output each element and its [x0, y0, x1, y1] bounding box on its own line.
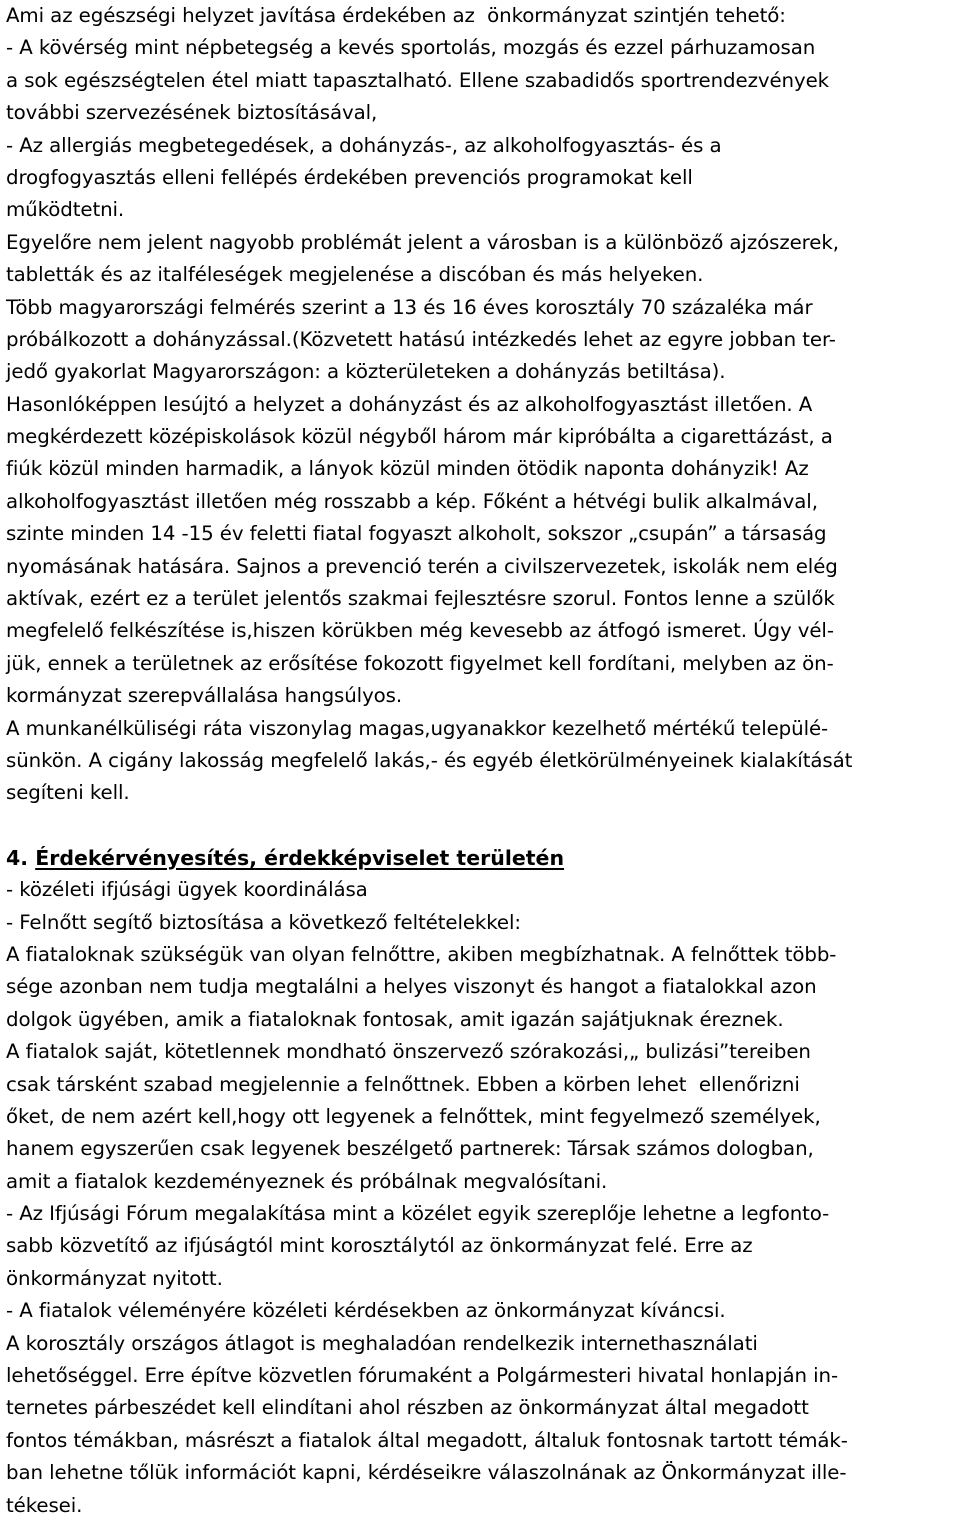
- text-line: megfelelő felkészítése is,hiszen körükben még kevesebb az átfogó ismeret. Úgy vél-: [6, 619, 834, 643]
- section-heading: [6, 842, 960, 874]
- text-line: működtetni.: [6, 198, 125, 222]
- text-line: fiúk közül minden harmadik, a lányok közül minden ötödik naponta dohányzik! Az: [6, 457, 809, 481]
- text-line: jedő gyakorlat Magyarországon: a közterületeken a dohányzás betiltása).: [6, 360, 726, 384]
- text-line: Hasonlóképpen lesújtó a helyzet a dohányzást és az alkoholfogyasztást illetően. A: [6, 392, 813, 416]
- text-line: drogfogyasztás elleni fellépés érdekében prevenciós programokat kell: [6, 165, 693, 189]
- text-line: Egyelőre nem jelent nagyobb problémát jelent a városban is a különböző ajzószerek,: [6, 230, 839, 254]
- text-line: A fiatalok saját, kötetlennek mondható önszervező szórakozási,„ bulizási”tereiben: [6, 1040, 811, 1064]
- text-line: ban lehetne tőlük információt kapni, kérdéseikre válaszolnának az Önkormányzat ille-: [6, 1461, 847, 1485]
- section-4-paragraphs: [6, 874, 960, 1522]
- text-line: sabb közvetítő az ifjúságtól mint korosztálytól az önkormányzat felé. Erre az: [6, 1234, 753, 1258]
- text-line: további szervezésének biztosításával,: [6, 101, 378, 125]
- text-line: - A kövérség mint népbetegség a kevés sportolás, mozgás és ezzel párhuzamosan: [6, 36, 816, 60]
- text-line: hanem egyszerűen csak legyenek beszélgető partnerek: Társak számos dologban,: [6, 1137, 814, 1161]
- text-line: - Az allergiás megbetegedések, a dohányzás-, az alkoholfogyasztás- és a: [6, 133, 722, 157]
- text-line: segíteni kell.: [6, 781, 130, 805]
- text-line: önkormányzat nyitott.: [6, 1266, 223, 1290]
- section-number: 4.: [6, 845, 29, 870]
- text-line: sége azonban nem tudja megtalálni a helyes viszonyt és hangot a fiatalokkal azon: [6, 975, 817, 999]
- text-line: dolgok ügyében, amik a fiataloknak fontosak, amit igazán sajátjuknak éreznek.: [6, 1007, 784, 1031]
- text-line: ternetes párbeszédet kell elindítani ahol részben az önkormányzat által megadott: [6, 1396, 809, 1420]
- section-gap: [6, 810, 960, 842]
- text-line: A munkanélküliségi ráta viszonylag magas,ugyanakkor kezelhető mértékű települé-: [6, 716, 829, 740]
- text-line: a sok egészségtelen étel miatt tapasztalható. Ellene szabadidős sportrendezvények: [6, 68, 829, 92]
- text-line: kormányzat szerepvállalása hangsúlyos.: [6, 684, 403, 708]
- text-line: csak társként szabad megjelennie a felnőttnek. Ebben a körben lehet ellenőrizni: [6, 1072, 800, 1096]
- text-line: aktívak, ezért ez a terület jelentős szakmai fejlesztésre szorul. Fontos lenne a szülők: [6, 587, 835, 611]
- section-title: Érdekérvényesítés, érdekképviselet területén: [35, 845, 565, 870]
- text-line: A korosztály országos átlagot is meghaladóan rendelkezik internethasználati: [6, 1331, 758, 1355]
- text-line: megkérdezett középiskolások közül négyből három már kipróbálta a cigarettázást, a: [6, 425, 833, 449]
- text-line: - Az Ifjúsági Fórum megalakítása mint a közélet egyik szereplője lehetne a legfonto-: [6, 1202, 830, 1226]
- text-line: amit a fiatalok kezdeményeznek és próbálnak megvalósítani.: [6, 1169, 608, 1193]
- text-line: jük, ennek a területnek az erősítése fokozott figyelmet kell fordítani, melyben az ön-: [6, 651, 834, 675]
- text-line: tékesei.: [6, 1493, 83, 1517]
- text-line: A fiataloknak szükségük van olyan felnőttre, akiben megbízhatnak. A felnőttek több-: [6, 942, 837, 966]
- text-line: - A fiatalok véleményére közéleti kérdésekben az önkormányzat kíváncsi.: [6, 1299, 726, 1323]
- health-paragraphs: [6, 0, 960, 810]
- text-line: próbálkozott a dohányzással.(Közvetett hatású intézkedés lehet az egyre jobban ter-: [6, 327, 836, 351]
- text-line: Ami az egészségi helyzet javítása érdekében az önkormányzat szintjén tehető:: [6, 4, 786, 27]
- text-line: - közéleti ifjúsági ügyek koordinálása: [6, 878, 368, 902]
- text-line: fontos témákban, másrészt a fiatalok által megadott, általuk fontosnak tartott témák-: [6, 1428, 848, 1452]
- text-line: nyomásának hatására. Sajnos a prevenció terén a civilszervezetek, iskolák nem elég: [6, 554, 838, 578]
- text-line: lehetőséggel. Erre építve közvetlen fórumaként a Polgármesteri hivatal honlapján in-: [6, 1364, 839, 1388]
- text-line: - Felnőtt segítő biztosítása a következő feltételekkel:: [6, 910, 521, 934]
- text-line: sünkön. A cigány lakosság megfelelő lakás,- és egyéb életkörülményeinek kialakítását: [6, 748, 853, 772]
- text-line: szinte minden 14 -15 év feletti fiatal fogyaszt alkoholt, sokszor „csupán” a társaság: [6, 522, 827, 546]
- text-line: alkoholfogyasztást illetően még rosszabb a kép. Főként a hétvégi bulik alkalmával,: [6, 489, 818, 513]
- text-line: őket, de nem azért kell,hogy ott legyenek a felnőttek, mint fegyelmező személyek,: [6, 1104, 821, 1128]
- text-line: Több magyarországi felmérés szerint a 13 és 16 éves korosztály 70 százaléka már: [6, 295, 813, 319]
- text-line: tabletták és az italféleségek megjelenése a discóban és más helyeken.: [6, 263, 704, 287]
